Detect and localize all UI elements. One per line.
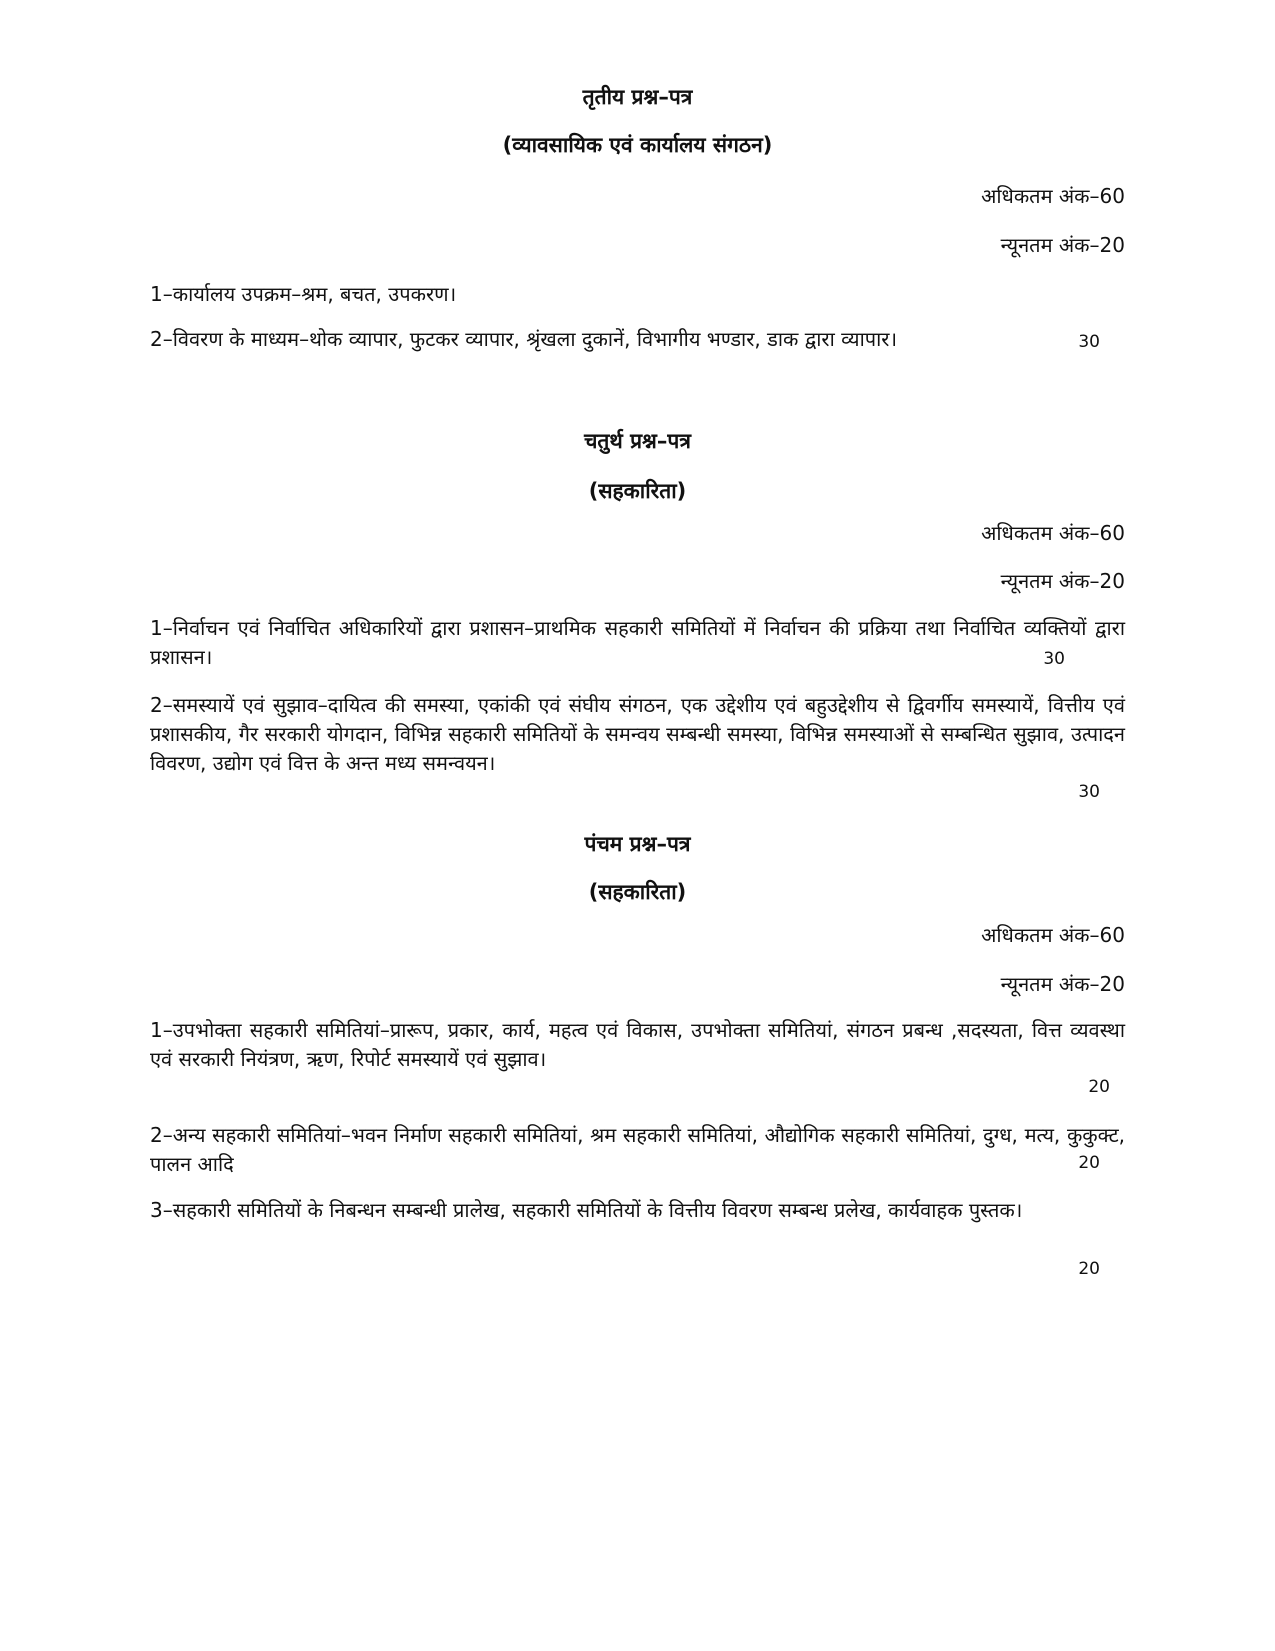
section-title: पंचम प्रश्न–पत्र <box>584 832 691 856</box>
min-marks: न्यूनतम अंक–20 <box>1000 972 1125 996</box>
item-score: 20 <box>1078 1259 1100 1279</box>
section-subtitle: (सहकारिता) <box>588 479 687 503</box>
section-subtitle: (व्यावसायिक एवं कार्यालय संगठन) <box>502 133 773 157</box>
min-marks: न्यूनतम अंक–20 <box>1000 569 1125 593</box>
syllabus-item: 1–कार्यालय उपक्रम–श्रम, बचत, उपकरण। <box>150 282 457 306</box>
syllabus-item: 1–निर्वाचन एवं निर्वाचित अधिकारियों द्वारा प्रशासन–प्राथमिक सहकारी समितियों में निर्वाचन की प्रक्रिया तथा निर्वाचित व्यक्तियों द्वारा प्रशासन। <box>150 616 1125 669</box>
section-title: चतुर्थ प्रश्न–पत्र <box>584 429 691 453</box>
syllabus-item: 2–अन्य सहकारी समितियां–भवन निर्माण सहकारी समितियां, श्रम सहकारी समितियां, औद्योगिक सहकारी समितियां, दुग्ध, मत्य, कुकुक्ट, पालन आदि <box>150 1123 1125 1176</box>
max-marks: अधिकतम अंक–60 <box>981 184 1125 208</box>
item-score: 20 <box>1078 1153 1100 1173</box>
max-marks: अधिकतम अंक–60 <box>981 923 1125 947</box>
section-subtitle: (सहकारिता) <box>588 880 687 904</box>
item-score: 30 <box>1078 782 1100 802</box>
syllabus-item: 2–विवरण के माध्यम–थोक व्यापार, फुटकर व्यापार, श्रृंखला दुकानें, विभागीय भण्डार, डाक द्वारा व्यापार। <box>150 327 898 351</box>
min-marks: न्यूनतम अंक–20 <box>1000 233 1125 257</box>
item-score: 20 <box>1088 1077 1110 1097</box>
syllabus-item: 2–समस्यायें एवं सुझाव–दायित्व की समस्या, एकांकी एवं संघीय संगठन, एक उद्देशीय एवं बहुउद्देशीय से द्विवर्गीय समस्यायें, वित्तीय एवं प्रशासकीय, गैर सरकारी योगदान, विभिन्न सहकारी समितियों के समन्वय सम्बन्धी समस्या, विभिन्न समस्याओं से सम्बन्धित सुझाव, उत्पादन विवरण, उद्योग एवं वित्त के अन्त मध्य समन्वयन। <box>150 693 1125 775</box>
syllabus-item: 1–उपभोक्ता सहकारी समितियां–प्रारूप, प्रकार, कार्य, महत्व एवं विकास, उपभोक्ता समितियां, संगठन प्रबन्ध ,सदस्यता, वित्त व्यवस्था एवं सरकारी नियंत्रण, ऋण, रिपोर्ट समस्यायें एवं सुझाव। <box>150 1018 1125 1071</box>
section-title: तृतीय प्रश्न–पत्र <box>582 85 693 109</box>
syllabus-item: 3–सहकारी समितियों के निबन्धन सम्बन्धी प्रालेख, सहकारी समितियों के वित्तीय विवरण सम्बन्ध प्रलेख, कार्यवाहक पुस्तक। <box>150 1198 1023 1222</box>
item-score: 30 <box>1078 332 1100 352</box>
max-marks: अधिकतम अंक–60 <box>981 521 1125 545</box>
item-score: 30 <box>1043 649 1065 669</box>
